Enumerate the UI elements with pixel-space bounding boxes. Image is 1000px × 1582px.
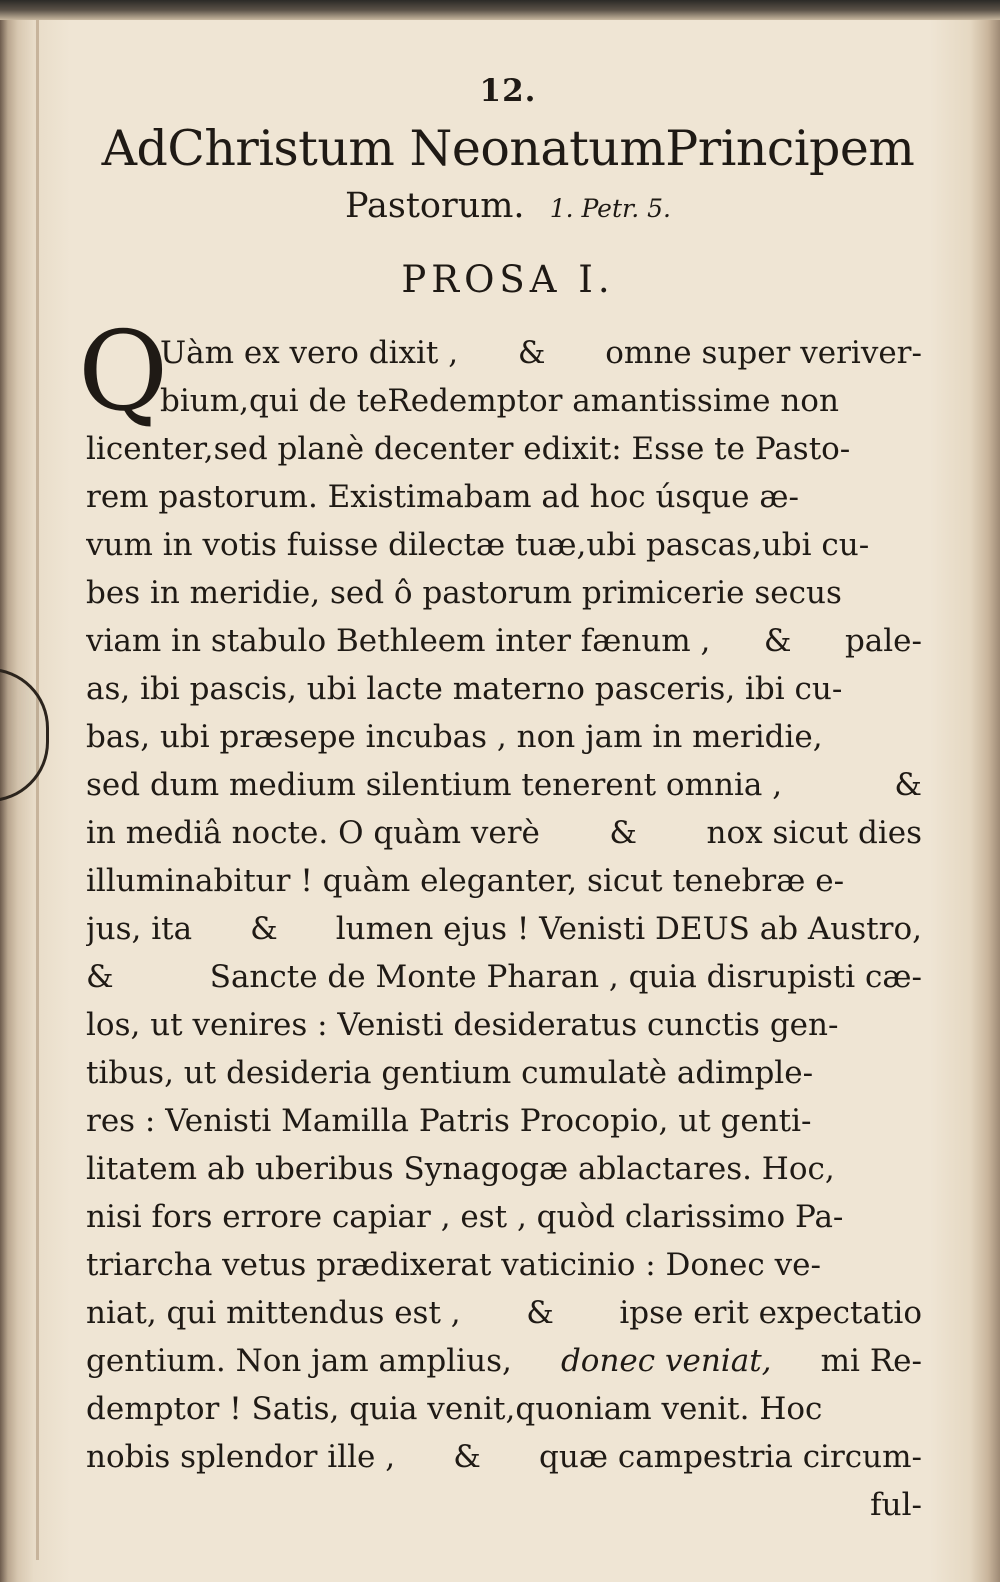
prose-segment: demptor ! Satis, quia venit,quoniam venit. Hoc <box>86 1391 823 1427</box>
prose-text <box>78 307 922 1529</box>
prose-line <box>86 809 922 857</box>
prose-segment: & <box>763 623 792 659</box>
prose-segment: & <box>894 767 922 803</box>
subtitle-row <box>78 180 938 235</box>
prose-segment: niat, qui mittendus est , <box>86 1295 461 1331</box>
prose-segment: illuminabitur ! quàm eleganter, sicut tenebræ e- <box>86 863 845 899</box>
prose-segment: bas, ubi præsepe incubas , non jam in meridie, <box>86 719 823 755</box>
prose-segment: in mediâ nocte. O quàm verè <box>86 815 540 851</box>
prose-line <box>86 1337 922 1385</box>
prose-segment: ipse erit expectatio <box>619 1295 922 1331</box>
prose-segment: bes in meridie, sed ô pastorum primicerie secus <box>86 575 842 611</box>
prose-segment: Uàm ex vero dixit , <box>160 335 459 371</box>
book-binding-edge <box>0 0 1000 20</box>
prose-segment: omne super veriver- <box>605 335 922 371</box>
prose-segment: & <box>609 815 638 851</box>
subtitle: Pastorum. <box>345 186 525 226</box>
prose-line <box>86 857 922 905</box>
page-number: 12. <box>479 73 537 109</box>
prose-segment: Sancte de Monte Pharan , quia disrupisti cæ- <box>209 959 922 995</box>
prose-line <box>86 761 922 809</box>
prose-line <box>86 1049 922 1097</box>
prose-line <box>86 377 922 425</box>
prose-segment: & <box>517 335 546 371</box>
prose-line <box>86 569 922 617</box>
prose-line <box>86 1289 922 1337</box>
prose-line <box>86 425 922 473</box>
prose-line <box>86 1097 922 1145</box>
prose-segment: sed dum medium silentium tenerent omnia , <box>86 767 783 803</box>
prose-line <box>86 473 922 521</box>
prose-line <box>86 1241 922 1289</box>
prose-segment: pale- <box>844 623 922 659</box>
prose-segment: & <box>453 1439 481 1475</box>
prose-segment: jus, ita <box>86 911 193 947</box>
prose-line <box>86 1433 922 1481</box>
printed-page <box>78 72 938 1529</box>
prose-segment: los, ut venires : Venisti desideratus cunctis gen- <box>86 1007 839 1043</box>
prose-segment: nisi fors errore capiar , est , quòd clarissimo Pa- <box>86 1199 844 1235</box>
section-heading: PROSA I. <box>401 258 615 301</box>
drop-cap: Q <box>78 307 169 435</box>
prose-segment: bium,qui de teRedemptor amantissime non <box>160 383 839 419</box>
prose-segment: & <box>250 911 278 947</box>
page-gutter-edge <box>36 20 39 1560</box>
scripture-reference: 1. Petr. 5. <box>549 194 671 223</box>
page-title: AdChristum NeonatumPrincipem <box>101 120 915 177</box>
prose-segment: viam in stabulo Bethleem inter fænum , <box>86 623 711 659</box>
prose-line <box>86 1001 922 1049</box>
prose-segment: as, ibi pascis, ubi lacte materno pasceris, ibi cu- <box>86 671 843 707</box>
prose-line <box>86 905 922 953</box>
prose-segment: nobis splendor ille , <box>86 1439 396 1475</box>
prose-segment: licenter,sed planè decenter edixit: Esse te Pasto- <box>86 431 851 467</box>
prose-segment: & <box>86 959 114 995</box>
prose-line <box>86 1481 922 1529</box>
prose-line <box>86 1145 922 1193</box>
prose-line <box>86 665 922 713</box>
prose-line <box>86 329 922 377</box>
prose-segment: res : Venisti Mamilla Patris Procopio, ut genti- <box>86 1103 812 1139</box>
prose-line <box>86 713 922 761</box>
prose-segment: vum in votis fuisse dilectæ tuæ,ubi pascas,ubi cu- <box>86 527 870 563</box>
prose-segment: mi Re- <box>820 1343 922 1379</box>
prose-line <box>86 953 922 1001</box>
prose-segment: rem pastorum. Existimabam ad hoc úsque æ- <box>86 479 799 515</box>
prose-segment: & <box>526 1295 554 1331</box>
prose-segment: gentium. Non jam amplius, <box>86 1343 512 1379</box>
prose-segment: litatem ab uberibus Synagogæ ablactares. Hoc, <box>86 1151 835 1187</box>
prose-segment: ful- <box>870 1487 922 1523</box>
prose-segment: lumen ejus ! Venisti DEUS ab Austro, <box>335 911 922 947</box>
prose-line <box>86 1193 922 1241</box>
prose-segment: tibus, ut desideria gentium cumulatè adimple- <box>86 1055 814 1091</box>
prose-line <box>86 617 922 665</box>
prose-segment: donec veniat, <box>560 1343 772 1379</box>
prose-line <box>86 1385 922 1433</box>
prose-line <box>86 521 922 569</box>
prose-segment: triarcha vetus prædixerat vaticinio : Donec ve- <box>86 1247 821 1283</box>
prose-segment: nox sicut dies <box>706 815 922 851</box>
book-clasp <box>0 668 49 802</box>
prose-segment: quæ campestria circum- <box>539 1439 922 1475</box>
